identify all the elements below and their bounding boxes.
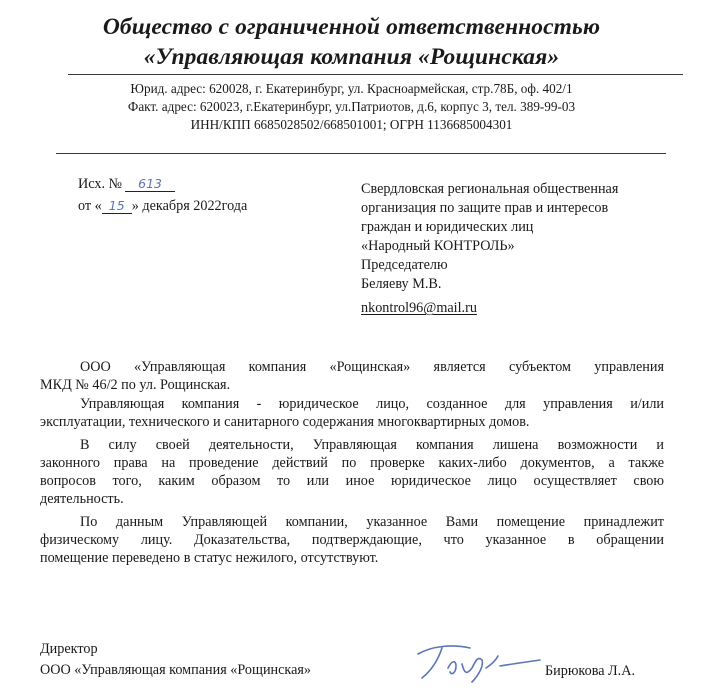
recipient-line: «Народный КОНТРОЛЬ»	[361, 238, 515, 254]
body-line: эксплуатации, технического и санитарного содержания многоквартирных домов.	[40, 414, 530, 430]
signatory-name: Бирюкова Л.А.	[545, 663, 636, 679]
handwritten-signature	[412, 638, 542, 686]
outgoing-number-value: 613	[125, 177, 175, 192]
date-day: 15	[102, 199, 132, 214]
body-line: ООО «Управляющая компания «Рощинская» является субъектом управления	[80, 359, 664, 375]
body-line: вопросов того, каким образом то или иное юридическое лицо осуществляет свою	[40, 473, 664, 489]
body-line: В силу своей деятельности, Управляющая компания лишена возможности и	[80, 437, 664, 453]
date-suffix: » декабря 2022года	[131, 198, 248, 214]
body-line: По данным Управляющей компании, указанное Вами помещение принадлежит	[80, 514, 664, 530]
outgoing-number-label: Исх. №	[78, 176, 123, 192]
body-line: законного права на проведение действий по проверке каких-либо документов, а также	[40, 455, 664, 471]
signatory-title: Директор	[40, 641, 98, 657]
letterhead-rule-top	[68, 74, 683, 75]
signatory-organization: ООО «Управляющая компания «Рощинская»	[40, 662, 312, 678]
body-line: помещение переведено в статус нежилого, отсутствуют.	[40, 550, 379, 566]
actual-address: Факт. адрес: 620023, г.Екатеринбург, ул.Патриотов, д.6, корпус 3, тел. 389-99-03	[127, 99, 576, 114]
recipient-line: граждан и юридических лиц	[361, 219, 534, 235]
letterhead-rule-bottom	[56, 153, 666, 154]
org-name-line2: «Управляющая компания «Рощинская»	[143, 44, 560, 70]
recipient-line: организация по защите прав и интересов	[361, 200, 609, 216]
recipient-email: nkontrol96@mail.ru	[361, 300, 477, 316]
body-line: физическому лицу. Доказательства, подтверждающие, что указанное в обращении	[40, 532, 664, 548]
body-line: Управляющая компания - юридическое лицо, созданное для управления и/или	[80, 396, 664, 412]
body-line: МКД № 46/2 по ул. Рощинская.	[40, 377, 231, 393]
date-prefix: от «	[78, 198, 102, 214]
legal-address: Юрид. адрес: 620028, г. Екатеринбург, ул. Красноармейская, стр.78Б, оф. 402/1	[130, 81, 573, 96]
org-name-line1: Общество с ограниченной ответственностью	[102, 14, 601, 40]
body-line: деятельность.	[40, 491, 124, 507]
outgoing-number	[78, 175, 175, 193]
outgoing-date	[78, 197, 247, 215]
recipient-line: Председателю	[361, 257, 448, 273]
registration-numbers: ИНН/КПП 6685028502/668501001; ОГРН 1136685004301	[190, 117, 513, 132]
recipient-line: Беляеву М.В.	[361, 276, 442, 292]
recipient-line: Свердловская региональная общественная	[361, 181, 619, 197]
